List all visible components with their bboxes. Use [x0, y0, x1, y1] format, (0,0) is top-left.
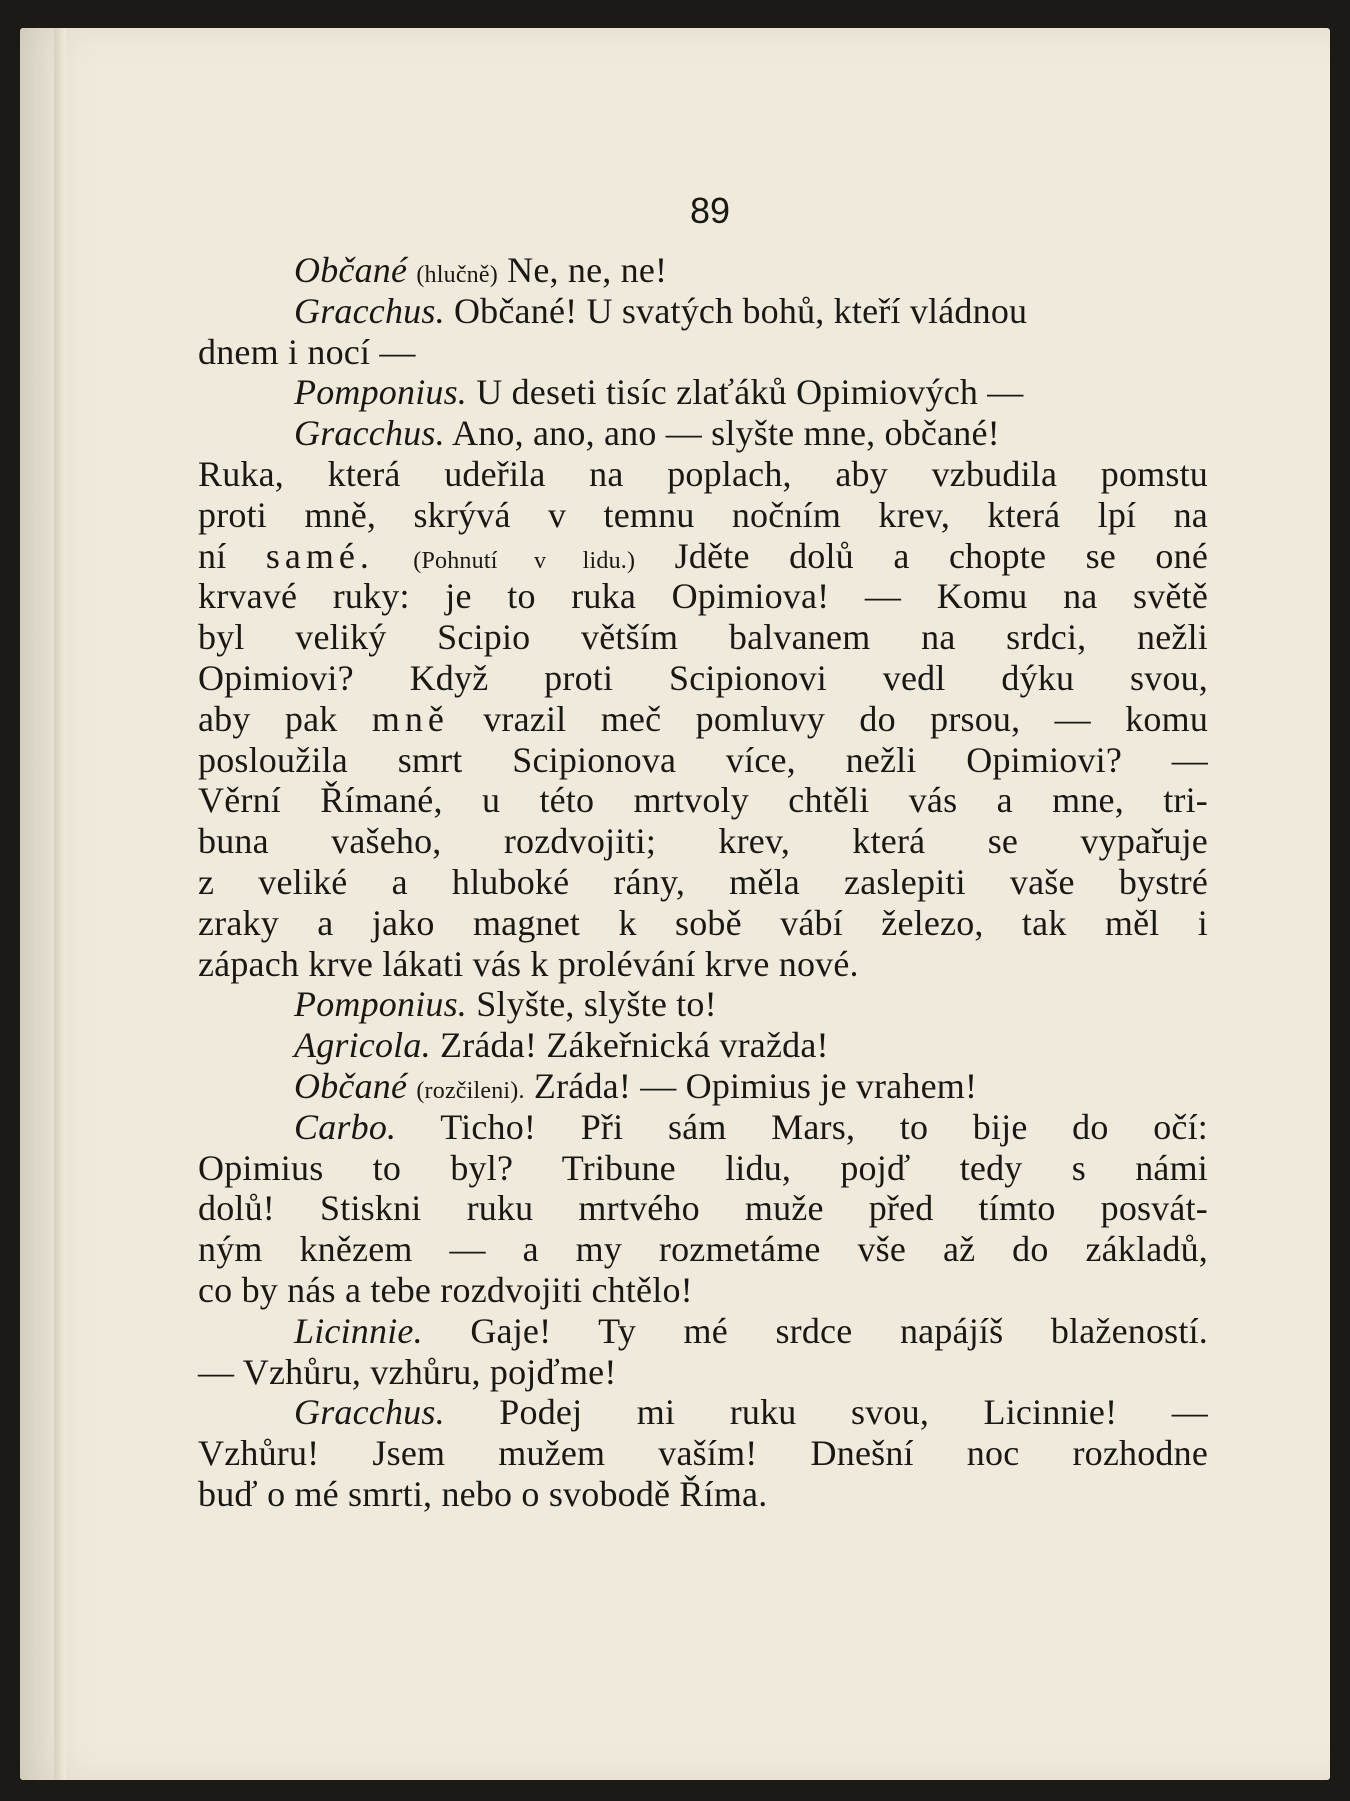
stage-direction: (hlučně) — [416, 262, 498, 288]
text-line — [198, 1229, 1208, 1270]
line-text: posloužila smrt Scipionova více, nežli Opimiovi? — — [198, 739, 1208, 780]
text-line — [198, 1270, 1208, 1311]
text-line — [198, 944, 1208, 985]
speaker-name: Občané — [294, 250, 408, 290]
emphasis-text: mně — [371, 698, 449, 739]
speaker-name: Pomponius. — [294, 984, 467, 1025]
text-line — [198, 495, 1208, 536]
text-line — [198, 332, 1208, 373]
line-text: ní — [198, 535, 227, 576]
text-line — [198, 862, 1208, 903]
line-text: Věrní Římané, u této mrtvoly chtěli vás a mne, tri- — [198, 780, 1208, 821]
page-number: 89 — [690, 190, 731, 231]
text-line — [198, 617, 1208, 658]
text-line — [198, 372, 1208, 413]
emphasis-text: samé. — [265, 535, 374, 576]
text-line — [198, 1148, 1208, 1189]
line-text: krvavé ruky: je to ruka Opimiova! — Komu na světě — [198, 576, 1208, 617]
text-line — [198, 699, 1208, 740]
speaker-name: Občané — [294, 1065, 408, 1106]
line-text: dnem i nocí — — [198, 331, 416, 372]
line-text: Ne, ne, ne! — [507, 250, 668, 290]
book-page — [20, 28, 1330, 1780]
speaker-name: Agricola. — [294, 1025, 431, 1066]
speaker-name: Pomponius. — [294, 372, 467, 413]
text-line — [198, 1107, 1208, 1148]
line-text: Jděte dolů a chopte se oné — [674, 535, 1208, 576]
speaker-name: Licinnie. — [294, 1310, 423, 1351]
stage-direction: (Pohnutí v lidu.) — [413, 547, 636, 574]
text-line — [198, 780, 1208, 821]
text-line — [198, 1025, 1208, 1066]
line-text: Opimiovi? Když proti Scipionovi vedl dýku svou, — [198, 657, 1208, 698]
text-line — [198, 1433, 1208, 1474]
text-line — [198, 413, 1208, 454]
line-text: Gaje! Ty mé srdce napájíš blažeností. — [470, 1310, 1208, 1351]
text-line — [198, 576, 1208, 617]
line-text: Ano, ano, ano — slyšte mne, občané! — [452, 413, 1000, 454]
line-text: byl veliký Scipio větším balvanem na srdci, nežli — [198, 617, 1208, 658]
speaker-name: Gracchus. — [294, 1392, 445, 1433]
text-line — [198, 250, 1208, 291]
line-text: — Vzhůru, vzhůru, pojďme! — [198, 1351, 617, 1392]
line-text: buď o mé smrti, nebo o svobodě Říma. — [198, 1473, 768, 1514]
text-line — [198, 1311, 1208, 1352]
text-line — [198, 821, 1208, 862]
line-text: proti mně, skrývá v temnu nočním krev, která lpí na — [198, 494, 1208, 535]
line-text: U deseti tisíc zlaťáků Opimiových — — [476, 372, 1024, 413]
line-text: buna vašeho, rozdvojiti; krev, která se vypařuje — [198, 821, 1208, 862]
line-text: z veliké a hluboké rány, měla zaslepiti vaše bystré — [198, 861, 1208, 902]
line-text: zápach krve lákati vás k prolévání krve nové. — [198, 943, 859, 984]
line-text: ným knězem — a my rozmetáme vše až do základů, — [198, 1229, 1208, 1270]
line-text: dolů! Stiskni ruku mrtvého muže před tímto posvát- — [198, 1188, 1208, 1229]
text-line — [198, 740, 1208, 781]
text-line — [198, 1188, 1208, 1229]
text-line — [198, 1474, 1208, 1515]
line-text: aby pak — [198, 698, 338, 739]
line-text: Ticho! Při sám Mars, to bije do očí: — [440, 1106, 1208, 1147]
page-text — [198, 250, 1208, 1515]
text-line — [198, 1066, 1208, 1107]
text-line — [198, 1352, 1208, 1393]
speaker-name: Gracchus. — [294, 413, 445, 454]
text-line — [198, 454, 1208, 495]
line-text: Opimius to byl? Tribune lidu, pojď tedy s námi — [198, 1147, 1208, 1188]
page-gutter — [54, 28, 66, 1780]
stage-direction: (rozčileni). — [416, 1077, 525, 1104]
text-line — [198, 536, 1208, 577]
line-text: Vzhůru! Jsem mužem vaším! Dnešní noc rozhodne — [198, 1433, 1208, 1474]
line-text: vrazil meč pomluvy do prsou, — komu — [483, 698, 1209, 739]
line-text: Občané! U svatých bohů, kteří vládnou — [453, 290, 1028, 331]
text-line — [198, 658, 1208, 699]
speaker-name: Gracchus. — [294, 290, 445, 331]
line-text: Slyšte, slyšte to! — [476, 984, 717, 1025]
speaker-name: Carbo. — [294, 1106, 397, 1147]
line-text: Podej mi ruku svou, Licinnie! — — [499, 1392, 1208, 1433]
line-text: Zráda! Zákeřnická vražda! — [440, 1025, 829, 1066]
text-line — [198, 1392, 1208, 1433]
line-text: co by nás a tebe rozdvojiti chtělo! — [198, 1269, 693, 1310]
text-line — [198, 984, 1208, 1025]
line-text: zraky a jako magnet k sobě vábí železo, tak měl i — [198, 902, 1208, 943]
text-line — [198, 903, 1208, 944]
line-text: Zráda! — Opimius je vrahem! — [533, 1065, 978, 1106]
text-line — [198, 291, 1208, 332]
line-text: Ruka, která udeřila na poplach, aby vzbudila pomstu — [198, 453, 1208, 494]
